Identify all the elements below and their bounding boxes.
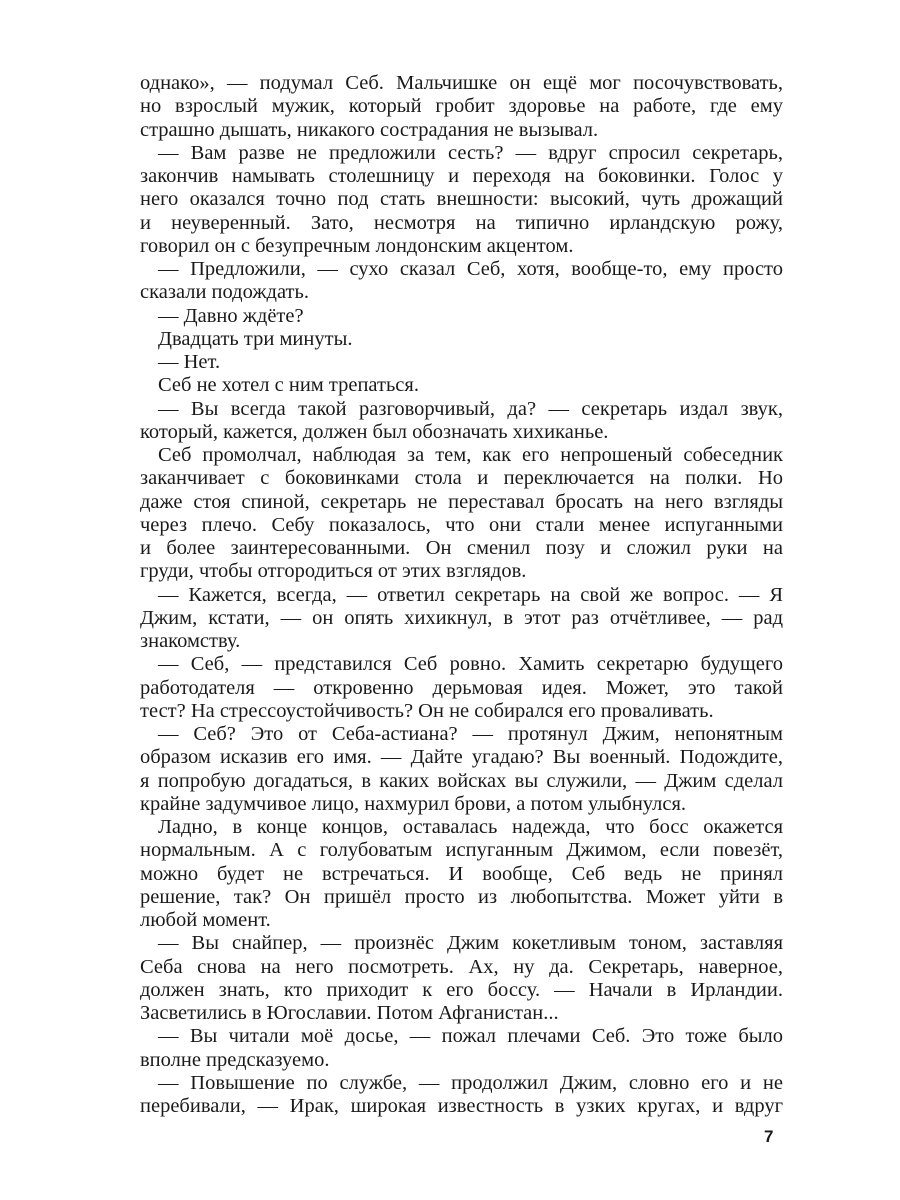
- text-line: сказали подождать.: [140, 281, 309, 304]
- paragraph: [140, 351, 783, 374]
- text-line: — Вы снайпер, — произнёс Джим кокетливым тоном, заставляя: [158, 932, 783, 955]
- text-line: перебивали, — Ирак, широкая известность в узких кругах, и вдруг: [140, 1095, 783, 1117]
- text-line: даже стоя спиной, секретарь не переставал бросать на него взгляды: [140, 490, 783, 513]
- text-line: — Вам разве не предложили сесть? — вдруг спросил секретарь,: [158, 141, 783, 164]
- text-line: знакомству.: [140, 630, 241, 652]
- paragraph: [140, 1072, 783, 1119]
- paragraph: [140, 1025, 783, 1072]
- text-line: я попробую догадаться, в каких войсках вы служили, — Джим сделал: [140, 769, 783, 792]
- text-line: образом исказив его имя. — Дайте угадаю? Вы военный. Подождите,: [140, 746, 783, 769]
- text-line: — Себ, — представился Себ ровно. Хамить секретарю будущего: [158, 653, 783, 676]
- text-line: — Кажется, всегда, — ответил секретарь на свой же вопрос. — Я: [158, 583, 783, 606]
- text-line: Джим, кстати, — он опять хихикнул, в этот раз отчётливее, — рад: [140, 606, 783, 629]
- paragraph: [140, 398, 783, 445]
- paragraph: [140, 653, 783, 723]
- paragraph: [140, 142, 783, 258]
- paragraph: [140, 584, 783, 654]
- text-line: крайне задумчивое лицо, нахмурил брови, а потом улыбнулся.: [140, 792, 687, 815]
- text-line: — Повышение по службе, — продолжил Джим, словно его и не: [158, 1071, 783, 1094]
- text-line: — Давно ждёте?: [158, 304, 304, 327]
- text-line: решение, так? Он пришёл просто из любопытства. Может уйти в: [140, 885, 783, 908]
- page-body-text: [140, 72, 783, 1118]
- text-line: — Предложили, — сухо сказал Себ, хотя, вообще-то, ему просто: [158, 258, 783, 280]
- text-line: и более заинтересованными. Он сменил позу и сложил руки на: [140, 537, 783, 559]
- text-line: работодателя — откровенно дерьмовая идея. Может, это такой: [140, 676, 783, 699]
- text-line: можно будет не встречаться. И вообще, Себ ведь не принял: [140, 862, 783, 885]
- text-line: любой момент.: [140, 909, 271, 931]
- text-line: тест? На стрессоустойчивость? Он не собирался его проваливать.: [140, 699, 714, 722]
- paragraph: [140, 723, 783, 816]
- text-line: Засветились в Югославии. Потом Афганистан...: [140, 1002, 559, 1024]
- page-number: 7: [764, 1127, 774, 1146]
- text-line: должен знать, кто приходит к его боссу. — Начали в Ирландии.: [140, 978, 783, 1001]
- text-line: Себа снова на него посмотреть. Ах, ну да. Секретарь, наверное,: [140, 955, 783, 978]
- text-line: Двадцать три минуты.: [158, 327, 353, 350]
- paragraph: [140, 374, 783, 397]
- text-line: через плечо. Себу показалось, что они стали менее испуганными: [140, 513, 783, 536]
- paragraph: [140, 328, 783, 351]
- text-line: нормальным. А с голубоватым испуганным Джимом, если повезёт,: [140, 839, 783, 862]
- paragraph: [140, 72, 783, 142]
- paragraph: [140, 932, 783, 1025]
- text-line: закончив намывать столешницу и переходя на боковинки. Голос у: [140, 165, 783, 187]
- text-line: Себ не хотел с ним трепаться.: [158, 374, 419, 397]
- text-line: который, кажется, должен был обозначать хихиканье.: [140, 420, 609, 443]
- text-line: — Себ? Это от Себа-астиана? — протянул Джим, непонятным: [158, 723, 783, 745]
- text-line: него оказался точно под стать внешности: высокий, чуть дрожащий: [140, 188, 783, 211]
- paragraph: [140, 816, 783, 932]
- text-line: — Нет.: [158, 351, 221, 373]
- paragraph: [140, 444, 783, 584]
- text-line: Ладно, в конце концов, оставалась надежда, что босс окажется: [158, 816, 783, 838]
- text-line: но взрослый мужик, который гробит здоровье на работе, где ему: [140, 95, 783, 118]
- text-line: и неуверенный. Зато, несмотря на типично ирландскую рожу,: [140, 211, 783, 234]
- paragraph: [140, 305, 783, 328]
- text-line: страшно дышать, никакого сострадания не вызывал.: [140, 118, 599, 141]
- text-line: говорил он с безупречным лондонским акцентом.: [140, 234, 574, 257]
- text-line: — Вы всегда такой разговорчивый, да? — секретарь издал звук,: [158, 397, 783, 420]
- paragraph: [140, 258, 783, 305]
- text-line: заканчивает с боковинками стола и переключается на полки. Но: [140, 467, 783, 490]
- text-line: Себ промолчал, наблюдая за тем, как его непрошеный собеседник: [158, 444, 783, 466]
- text-line: однако», — подумал Себ. Мальчишке он ещё мог посочувствовать,: [140, 72, 783, 94]
- text-line: вполне предсказуемо.: [140, 1048, 330, 1071]
- text-line: груди, чтобы отгородиться от этих взглядов.: [140, 560, 527, 583]
- text-line: — Вы читали моё досье, — пожал плечами Себ. Это тоже было: [158, 1025, 783, 1048]
